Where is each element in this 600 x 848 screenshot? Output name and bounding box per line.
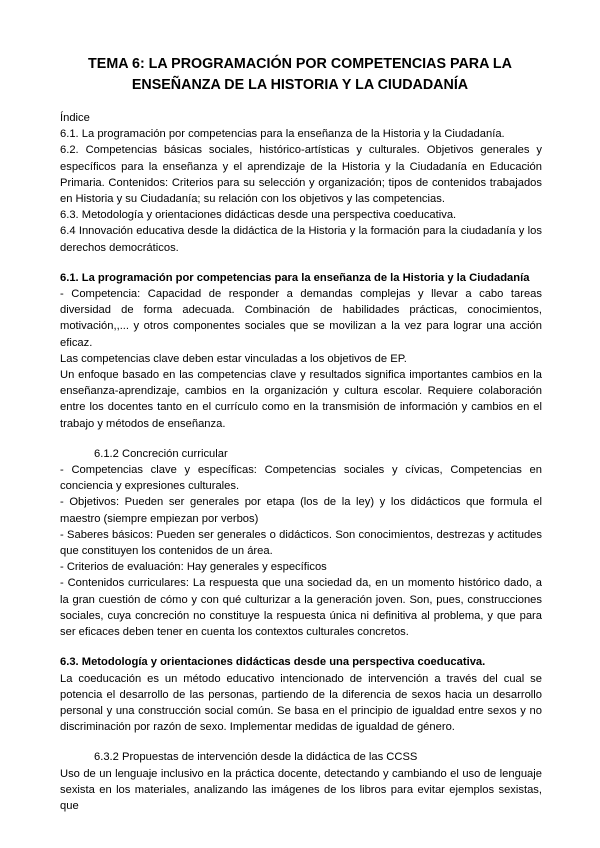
section-6-1-2-item: - Criterios de evaluación: Hay generales y específicos — [60, 561, 327, 574]
section-6-1-paragraph: Las competencias clave deben estar vinculadas a los objetivos de EP. — [60, 352, 407, 365]
index-label: Índice — [60, 112, 90, 124]
section-6-1-2-item: - Objetivos: Pueden ser generales por etapa (los de la ley) y los didácticos que formula el maestro (siempre empiezan por verbos) — [60, 496, 542, 525]
section-6-3-2-paragraph: Uso de un lenguaje inclusivo en la práctica docente, detectando y cambiando el uso de lenguaje sexista en los materiales, analizando las imágenes de los libros para evitar ejemplos sexistas, que — [60, 767, 542, 812]
document-title — [60, 54, 540, 96]
index-item: 6.3. Metodología y orientaciones didácticas desde una perspectiva coeducativa. — [60, 209, 457, 222]
section-6-1-2-item: - Contenidos curriculares: La respuesta que una sociedad da, en un momento histórico dado, a la gran cuestión de cómo y con qué culturizar a la generación joven. Son, pues, construcciones sociales, cuya concreción no constituye la respuesta única ni definitiva al problema, y que para ser eficaces deben tener en cuenta los contextos culturales concretos. — [60, 577, 542, 639]
section-6-1-2-item: - Saberes básicos: Pueden ser generales o didácticos. Son conocimientos, destrezas y actitudes que constituyen los contenidos de un área. — [60, 528, 542, 558]
section-6-1-2-heading: 6.1.2 Concreción curricular — [94, 447, 228, 460]
section-6-1-paragraph: Un enfoque basado en las competencias clave y resultados significa importantes cambios en la enseñanza-aprendizaje, cambios en la organización y cultura escolar. Requiere colaboración entre los docentes tanto en el currículo como en la transmisión de información y cambios en el trabajo y métodos de enseñanza. — [60, 369, 542, 430]
section-6-3-heading: 6.3. Metodología y orientaciones didácticas desde una perspectiva coeducativa. — [60, 656, 486, 669]
section-6-1-paragraph: - Competencia: Capacidad de responder a demandas complejas y llevar a cabo tareas diversidad de forma adecuada. Combinación de habilidades prácticas, conocimientos, motivación,,... y otros componentes sociales que se movilizan a la vez para lograr una acción eficaz. — [60, 288, 542, 349]
document-body — [60, 110, 542, 814]
title-line-1: TEMA 6: LA PROGRAMACIÓN POR COMPETENCIAS PARA LA — [88, 56, 512, 72]
section-6-3-paragraph: La coeducación es un método educativo intencionado de intervención a través del cual se potencia el desarrollo de las personas, partiendo de la diferencia de sexos hacia un desarrollo personal y una construcción social común. Se basa en el principio de igualdad entre sexos y no discriminación por razón de sexo. Implementar medidas de igualdad de género. — [60, 672, 542, 734]
section-6-3-2-heading: 6.3.2 Propuestas de intervención desde la didáctica de las CCSS — [94, 751, 418, 764]
section-6-1-2-item: - Competencias clave y específicas: Competencias sociales y cívicas, Competencias en conciencia y expresiones culturales. — [60, 464, 542, 493]
section-6-1-heading: 6.1. La programación por competencias para la enseñanza de la Historia y la Ciudadanía — [60, 271, 530, 284]
index-item: 6.2. Competencias básicas sociales, histórico-artísticas y culturales. Objetivos generales y específicos para la enseñanza y el aprendizaje de la Historia y la Ciudadanía en Educación Primaria. Contenidos: Criterios para su selección y organización; tipos de contenidos trabajados en Historia y su Ciudadanía; su relación con los objetivos y las competencias. — [60, 144, 542, 206]
index-item: 6.4 Innovación educativa desde la didáctica de la Historia y la formación para la ciudadanía y los derechos democráticos. — [60, 225, 542, 254]
title-line-2: ENSEÑANZA DE LA HISTORIA Y LA CIUDADANÍA — [131, 77, 469, 93]
index-item: 6.1. La programación por competencias para la enseñanza de la Historia y la Ciudadanía. — [60, 128, 505, 141]
